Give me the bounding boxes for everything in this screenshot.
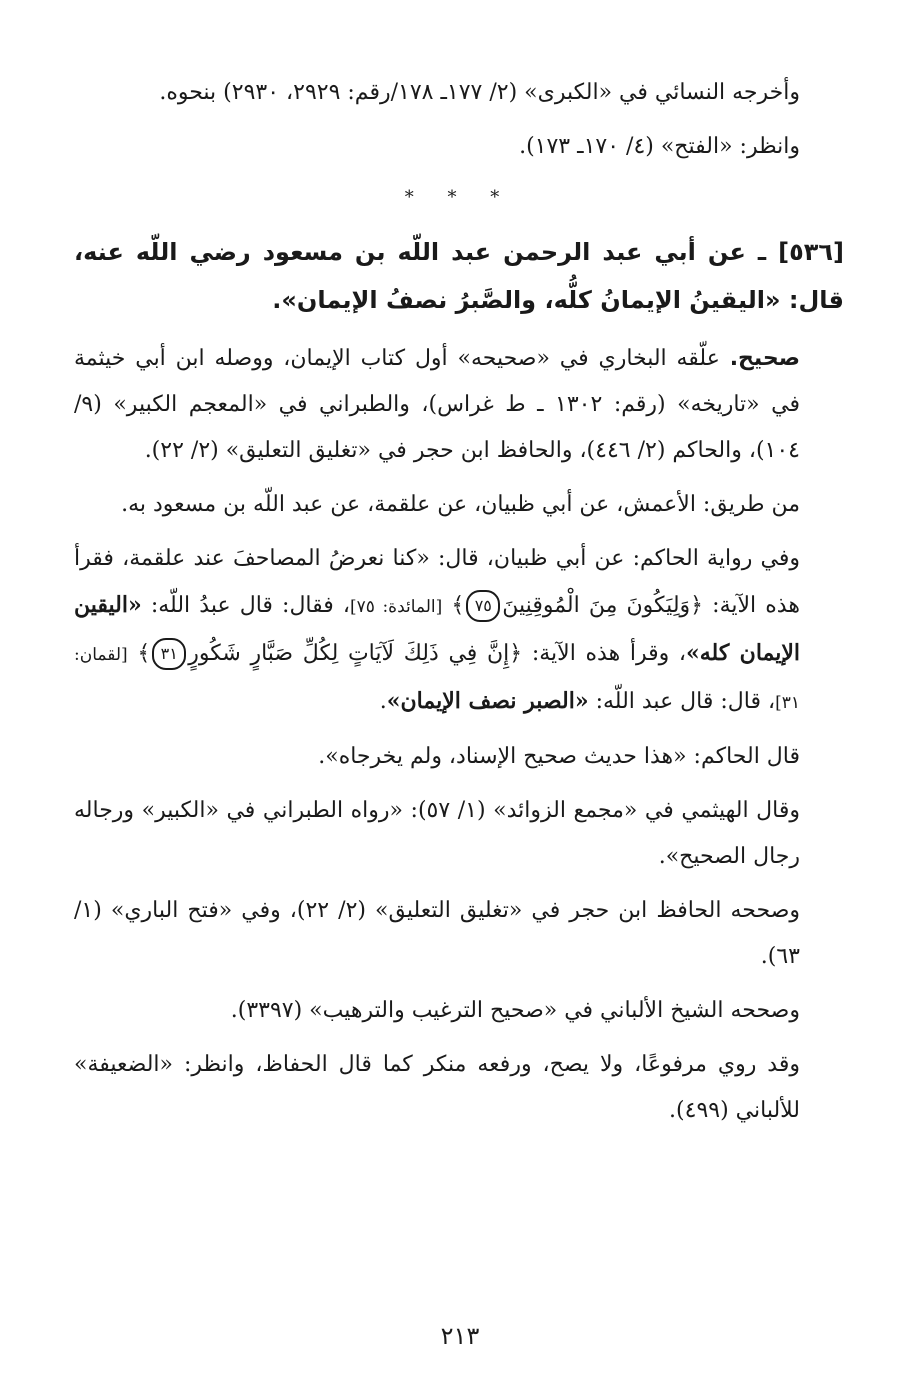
quran-verse-2: ﴿إِنَّ فِي ذَلِكَ لَآيَاتٍ لِكُلِّ صَبَّارٍ شَكُورٍ <box>188 641 523 666</box>
hakim-comment: قال الحاكم: «هذا حديث صحيح الإسناد، ولم يخرجاه». <box>318 744 800 769</box>
haythami-comment: وقال الهيثمي في «مجمع الزوائد» (١/ ٥٧): «رواه الطبراني في «الكبير» ورجاله رجال الصحيح». <box>74 798 800 869</box>
narration-intro: وفي رواية الحاكم: عن أبي ظبيان، قال: «كنا نعرضُ المصاحفَ عند علقمة، فقرأ هذه الآية: <box>74 546 800 618</box>
section-separator: * * * <box>404 187 514 208</box>
verse-1-close: ﴾ <box>451 593 465 618</box>
fath-reference: وانظر: «الفتح» (٤/ ١٧٠ـ ١٧٣). <box>519 134 800 159</box>
page-body <box>74 70 844 1142</box>
verse-reference-2: [لقمان: ٣١] <box>74 645 800 713</box>
narration-part-3: ، وقرأ هذه الآية: <box>531 641 687 666</box>
nasai-reference: وأخرجه النسائي في «الكبرى» (٢/ ١٧٧ـ ١٧٨/رقم: ٢٩٢٩، ٢٩٣٠) بنحوه. <box>159 80 800 105</box>
hadith-number: [٥٣٦] <box>778 238 844 266</box>
page-number: ٢١٣ <box>440 1322 480 1350</box>
narration-end: . <box>379 689 387 714</box>
hadith-text: ـ عن أبي عبد الرحمن عبد اللّه بن مسعود رضي اللّه عنه، قال: «اليقينُ الإيمانُ كلُّه، والصَّبرُ نصفُ الإيمان». <box>74 238 844 314</box>
ibn-hajar-comment: وصححه الحافظ ابن حجر في «تغليق التعليق» (٢/ ٢٢)، وفي «فتح الباري» (١/ ٦٣). <box>74 898 800 969</box>
narration-part-4: ، قال: قال عبد اللّه: <box>595 689 776 714</box>
albani-comment: وصححه الشيخ الألباني في «صحيح الترغيب والترهيب» (٣٣٩٧). <box>230 998 800 1023</box>
marfu-comment: وقد روي مرفوعًا، ولا يصح، ورفعه منكر كما قال الحفاظ، وانظر: «الضعيفة» للألباني (٤٩٩). <box>74 1052 800 1123</box>
quote-yaqin: «اليقين الإيمان كله» <box>74 592 801 666</box>
narration-part-2: ، فقال: قال عبدُ اللّه: <box>150 593 350 618</box>
verse-reference-1: [المائدة: ٧٥] <box>350 597 443 617</box>
chain-paragraph: من طريق: الأعمش، عن أبي ظبيان، عن علقمة، عن عبد اللّه بن مسعود به. <box>121 492 800 517</box>
grading-paragraph <box>74 336 844 474</box>
grading-label: صحيح. <box>729 346 800 371</box>
quran-verse-1: ﴿وَلِيَكُونَ مِنَ الْمُوقِنِينَ <box>502 593 704 618</box>
verse-number-1: ٧٥ <box>466 590 500 622</box>
hakim-narration <box>74 536 844 726</box>
grading-text: علّقه البخاري في «صحيحه» أول كتاب الإيمان، ووصله ابن أبي خيثمة في «تاريخه» (رقم: ١٣٠٢ ـ ط غراس)، والطبراني في «المعجم الكبير» (٩/ ١٠٤)، والحاكم (٢/ ٤٤٦)، والحافظ ابن حجر في «تغليق التعليق» (٢/ ٢٢). <box>74 346 800 463</box>
hadith-536 <box>74 228 844 324</box>
verse-2-close: ﴾ <box>137 641 151 666</box>
verse-number-2: ٣١ <box>152 638 186 670</box>
quote-sabr: «الصبر نصف الإيمان» <box>386 688 589 714</box>
